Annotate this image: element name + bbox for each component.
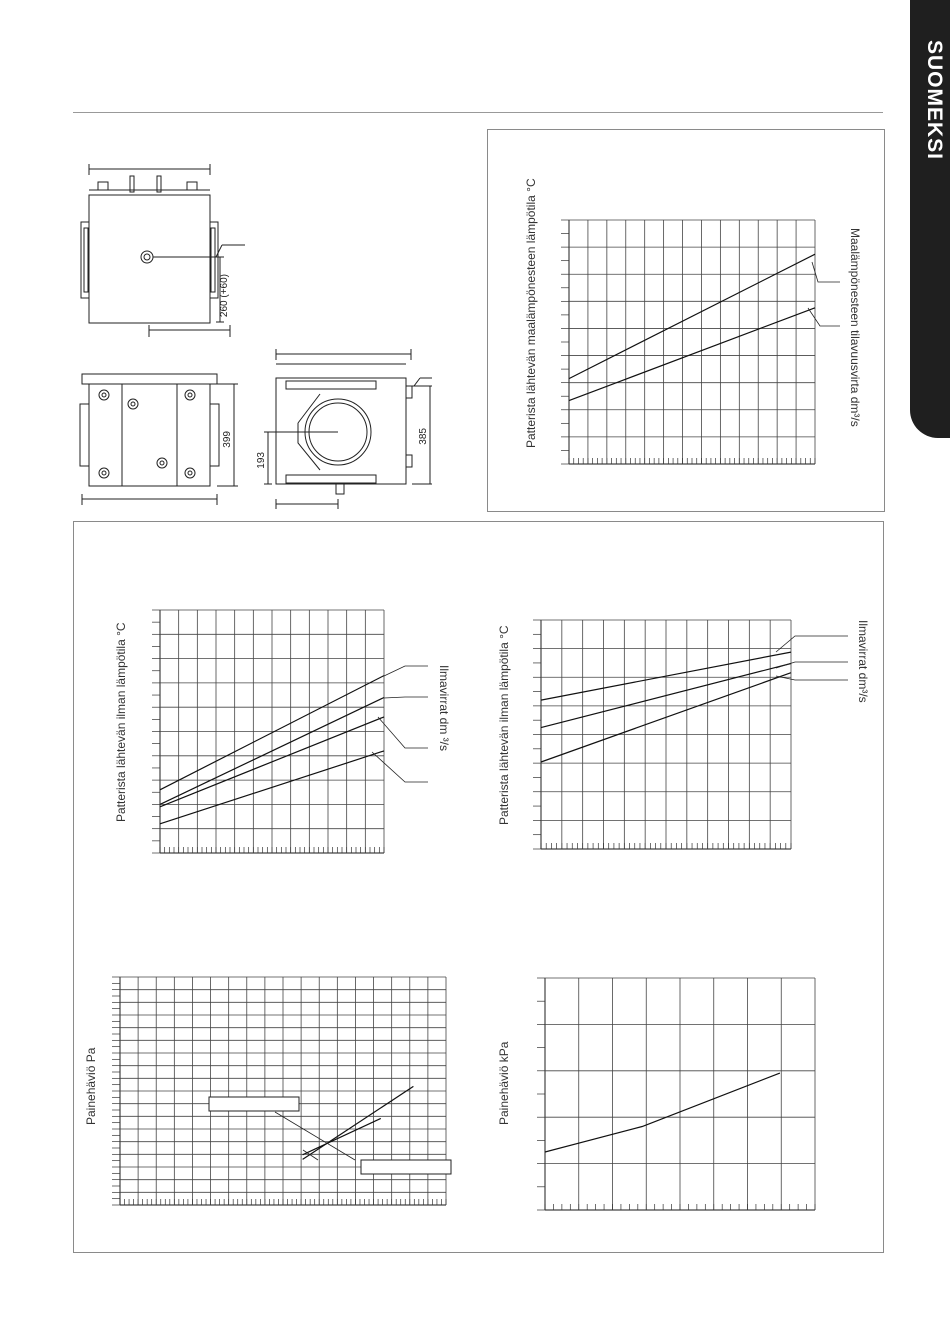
water-chart-ylabel: Patterista lähtevän maalämpönesteen lämpötila °C: [524, 178, 538, 448]
dimension-399: 399: [222, 431, 233, 448]
series-line-1: [545, 1073, 780, 1152]
air-chart-1-legend-title: Ilmavirrat dm ³/s: [437, 665, 451, 752]
dimension-385: 385: [418, 428, 429, 445]
air-chart-2-legend-title: Ilmavirrat dm³/s: [856, 620, 870, 703]
dimension-260: 260 (+60): [219, 274, 230, 318]
language-label: SUOMEKSI: [923, 40, 946, 161]
air-pressure-ylabel: Painehäviö Pa: [84, 1047, 98, 1125]
water-chart-legend-title: Maalämpönesteen tilavuusvirta dm³/s: [848, 228, 862, 427]
air-chart-1-ylabel: Patterista lähtevän ilman lämpötila °C: [114, 622, 128, 822]
water-pressure-ylabel: Painehäviö kPa: [497, 1041, 511, 1125]
air-chart-2-ylabel: Patterista lähtevän ilman lämpötila °C: [497, 625, 511, 825]
dimension-193: 193: [256, 452, 267, 469]
